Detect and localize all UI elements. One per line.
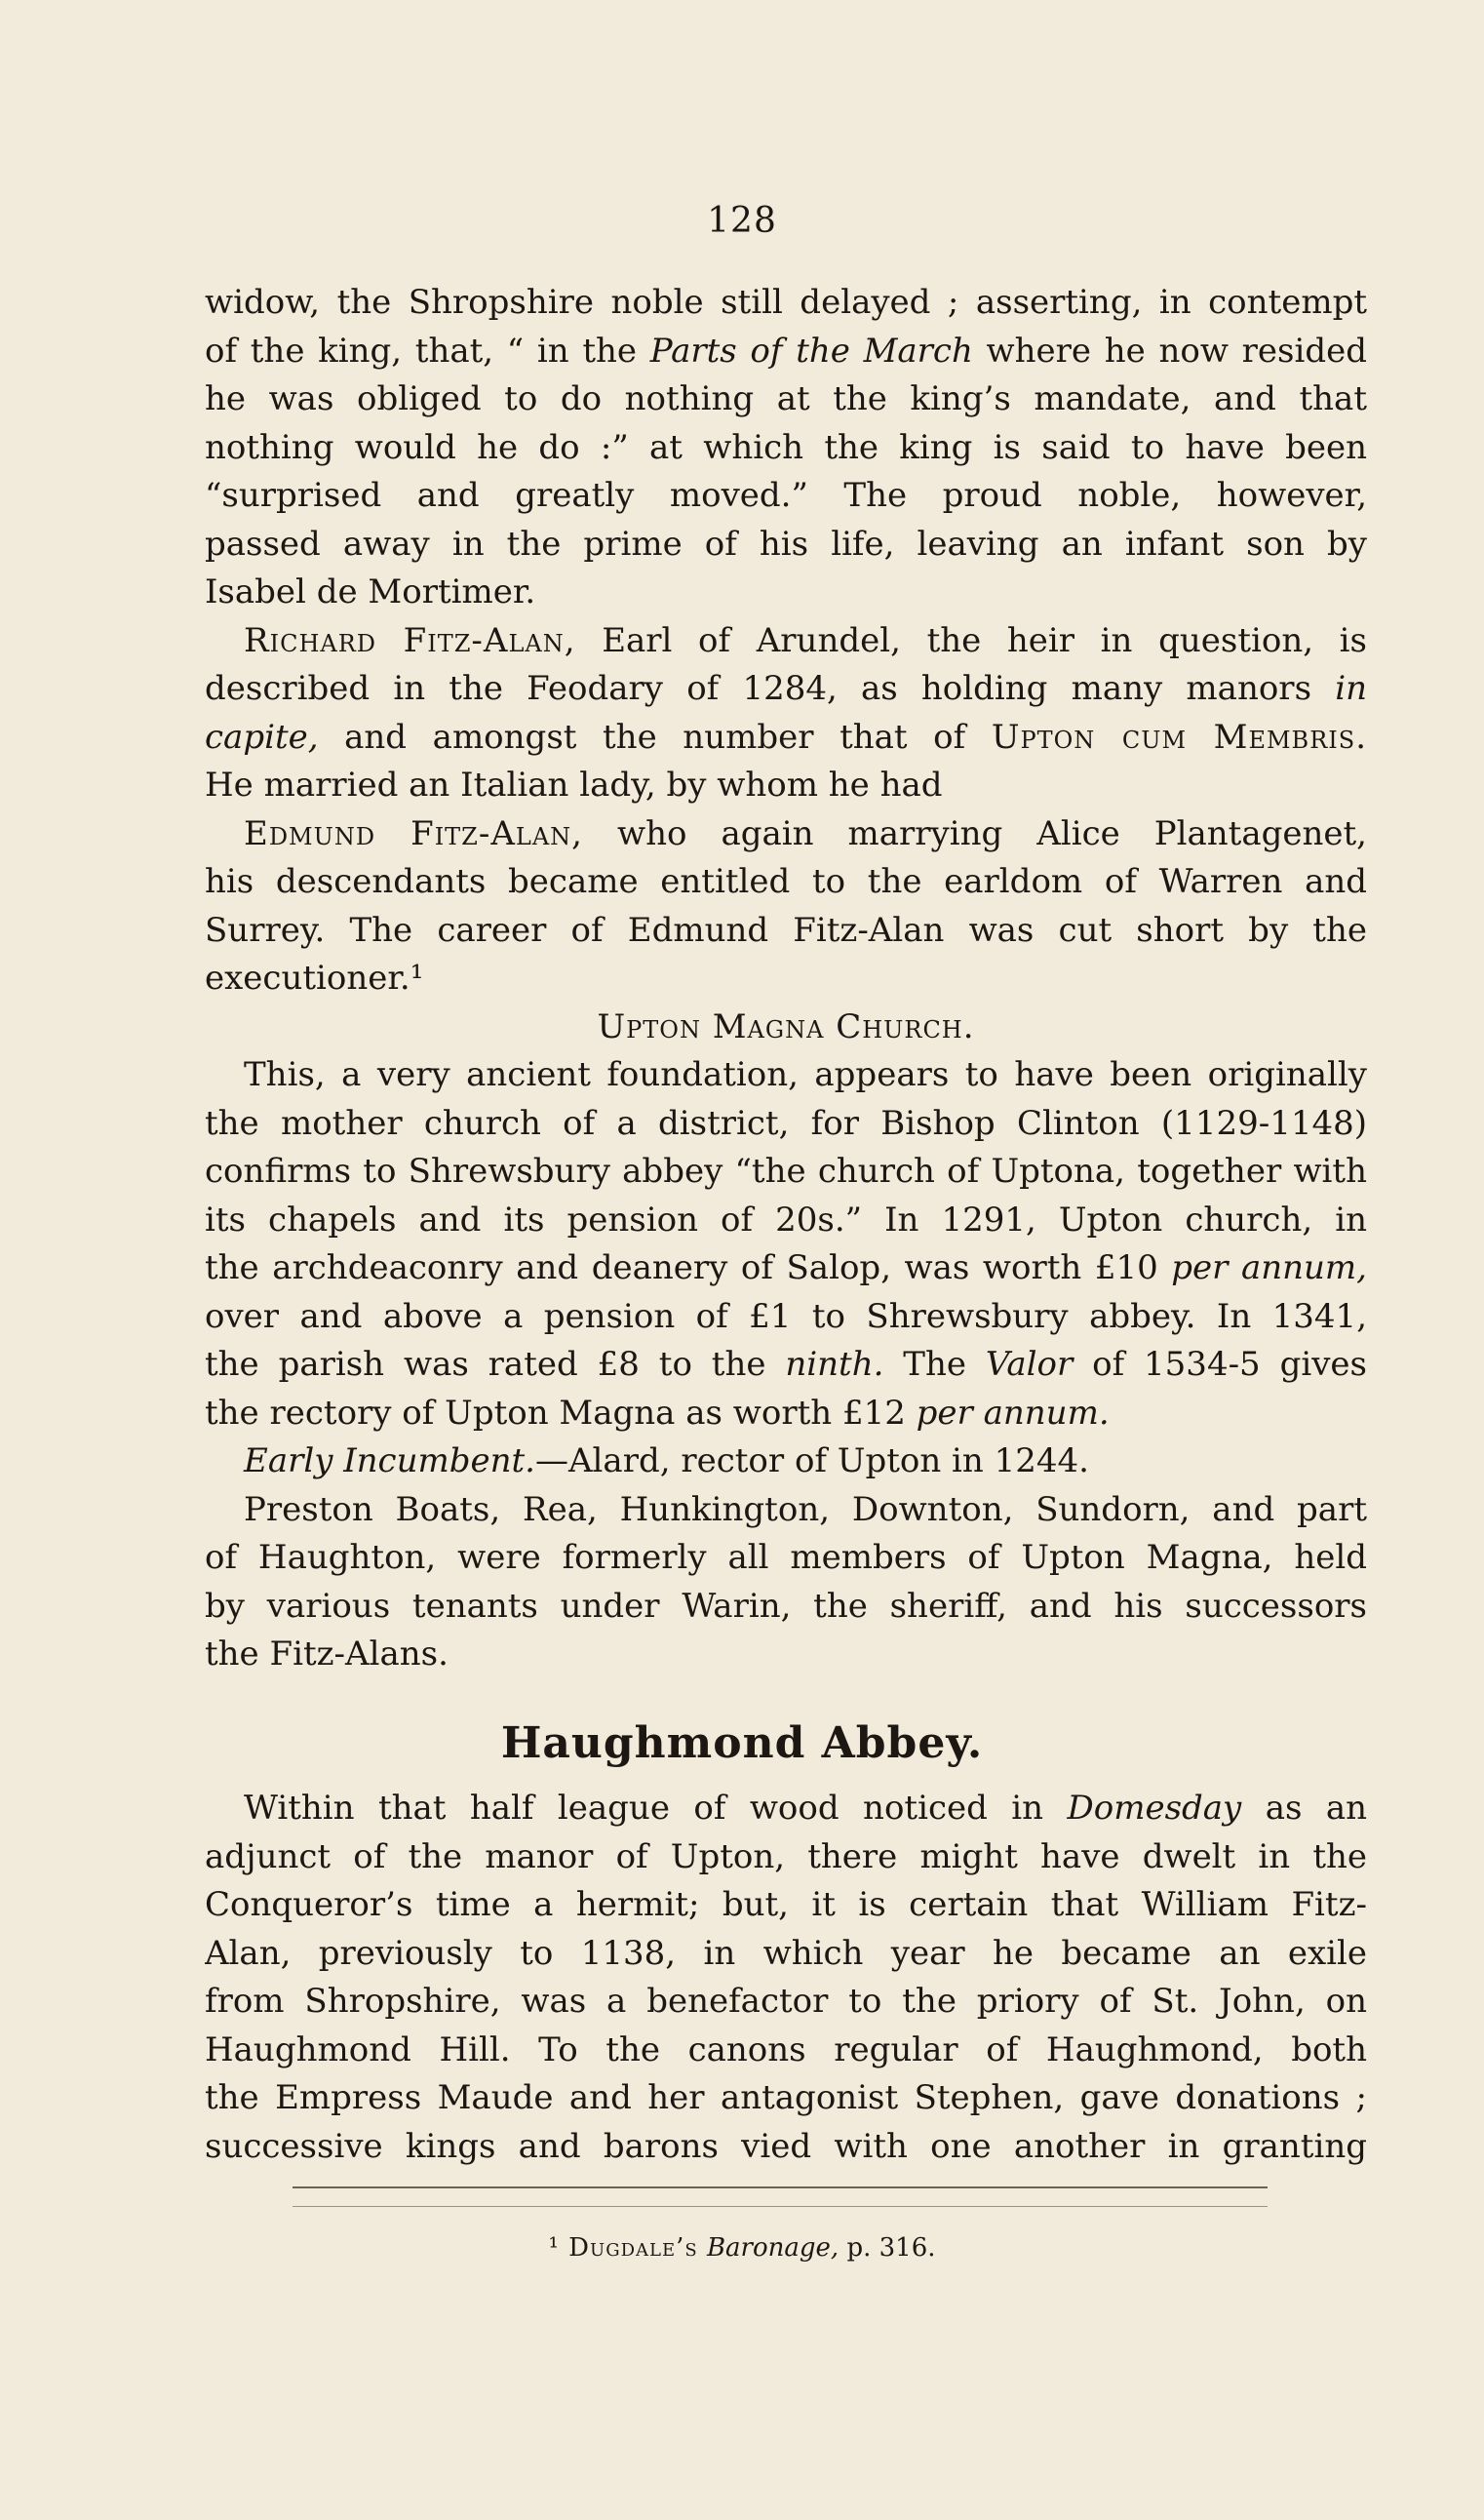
text-line: [205, 1244, 1367, 1293]
footnote-rule-thin: [293, 2206, 1268, 2207]
italic-text: Parts of the March: [649, 331, 973, 371]
place-name: Upton cum Membris.: [991, 717, 1367, 757]
text-line: [205, 328, 1367, 376]
text-line: from Shropshire, was a benefactor to the priory of St. John, on: [205, 1982, 1367, 2021]
text-line: the Empress Maude and her antagonist Stephen, gave donations ;: [205, 2078, 1367, 2117]
section-heading: Haughmond Abbey.: [500, 1718, 984, 1768]
italic-text: Baronage,: [706, 2233, 840, 2263]
italic-text: in: [1335, 669, 1367, 708]
footnote: [0, 2233, 1484, 2263]
text-line: Preston Boats, Rea, Hunkington, Downton, Sundorn, and part: [244, 1489, 1367, 1529]
text-line: his descendants became entitled to the earldom of Warren and: [205, 862, 1367, 901]
text-span: who again marrying Alice Plantagenet,: [582, 813, 1367, 853]
text-span: the rectory of Upton Magna as worth £12: [205, 1393, 917, 1433]
text-span: ¹ Dugdale’s: [548, 2233, 707, 2263]
person-name: Edmund Fitz-Alan,: [244, 813, 583, 853]
text-line: [205, 714, 1367, 763]
italic-text: ninth.: [785, 1345, 884, 1384]
italic-text: per annum,: [1171, 1248, 1367, 1287]
text-line: [205, 617, 1367, 666]
text-line: the mother church of a district, for Bishop Clinton (1129-1148): [205, 1103, 1367, 1143]
text-line: Surrey. The career of Edmund Fitz-Alan was cut short by the: [205, 910, 1367, 950]
text-line: Isabel de Mortimer.: [205, 572, 536, 611]
text-line: [205, 1341, 1367, 1390]
text-line: Conqueror’s time a hermit; but, it is certain that William Fitz-: [205, 1885, 1367, 1924]
italic-text: Domesday: [1067, 1789, 1242, 1828]
person-name: Richard Fitz-Alan,: [244, 620, 576, 660]
footnote-rule: [293, 2186, 1268, 2188]
text-line: of Haughton, were formerly all members of Upton Magna, held: [205, 1538, 1367, 1577]
text-line: Alan, previously to 1138, in which year he became an exile: [205, 1933, 1367, 1973]
text-span: the parish was rated £8 to the: [205, 1345, 786, 1384]
text-line: [205, 1785, 1367, 1833]
text-span: of 1534-5 gives: [1073, 1345, 1367, 1384]
page-number: 128: [707, 201, 777, 241]
text-line: [205, 665, 1367, 714]
text-span: described in the Feodary of 1284, as holding many manors: [205, 669, 1336, 708]
text-line: [205, 810, 1367, 859]
text-line: over and above a pension of £1 to Shrewsbury abbey. In 1341,: [205, 1296, 1367, 1336]
text-span: and amongst the number that of: [318, 717, 992, 757]
text-line: [205, 1390, 1367, 1438]
text-line: nothing would he do :” at which the king is said to have been: [205, 427, 1367, 467]
text-span: of the king, that, “ in the: [205, 331, 650, 371]
text-span: as an: [1241, 1789, 1367, 1828]
text-line: widow, the Shropshire noble still delayed ; asserting, in contempt: [205, 283, 1367, 322]
text-line: he was obliged to do nothing at the king’s mandate, and that: [205, 379, 1367, 418]
text-line: adjunct of the manor of Upton, there might have dwelt in the: [205, 1836, 1367, 1876]
text-line: Haughmond Hill. To the canons regular of Haughmond, both: [205, 2029, 1367, 2069]
italic-text: capite,: [205, 717, 319, 757]
text-line: the Fitz-Alans.: [205, 1634, 449, 1673]
text-line: [205, 1437, 1367, 1486]
text-line: He married an Italian lady, by whom he had: [205, 766, 943, 805]
body-text-upper: [205, 279, 1367, 1679]
church-heading: Upton Magna Church.: [597, 1006, 975, 1046]
text-line: This, a very ancient foundation, appears to have been originally: [244, 1055, 1367, 1094]
italic-text: per annum.: [916, 1393, 1110, 1433]
text-line: successive kings and barons vied with one another in granting: [205, 2126, 1367, 2166]
text-span: p. 316.: [839, 2233, 936, 2263]
text-span: Earl of Arundel, the heir in question, is: [575, 620, 1367, 660]
text-line: confirms to Shrewsbury abbey “the church of Uptona, together with: [205, 1152, 1367, 1191]
italic-text: Early Incumbent.: [244, 1441, 535, 1480]
text-line: its chapels and its pension of 20s.” In 1291, Upton church, in: [205, 1200, 1367, 1240]
body-text-lower: [205, 1785, 1367, 2171]
text-span: the archdeaconry and deanery of Salop, was worth £10: [205, 1248, 1172, 1287]
text-span: The: [883, 1345, 986, 1384]
text-span: —Alard, rector of Upton in 1244.: [535, 1441, 1089, 1480]
text-line: executioner.¹: [205, 959, 424, 998]
text-line: “surprised and greatly moved.” The proud noble, however,: [205, 476, 1367, 515]
text-span: where he now resided: [972, 331, 1367, 371]
text-span: Within that half league of wood noticed in: [244, 1789, 1068, 1828]
italic-text: Valor: [985, 1345, 1074, 1384]
text-line: by various tenants under Warin, the sheriff, and his successors: [205, 1586, 1367, 1626]
text-line: passed away in the prime of his life, leaving an infant son by: [205, 524, 1367, 564]
